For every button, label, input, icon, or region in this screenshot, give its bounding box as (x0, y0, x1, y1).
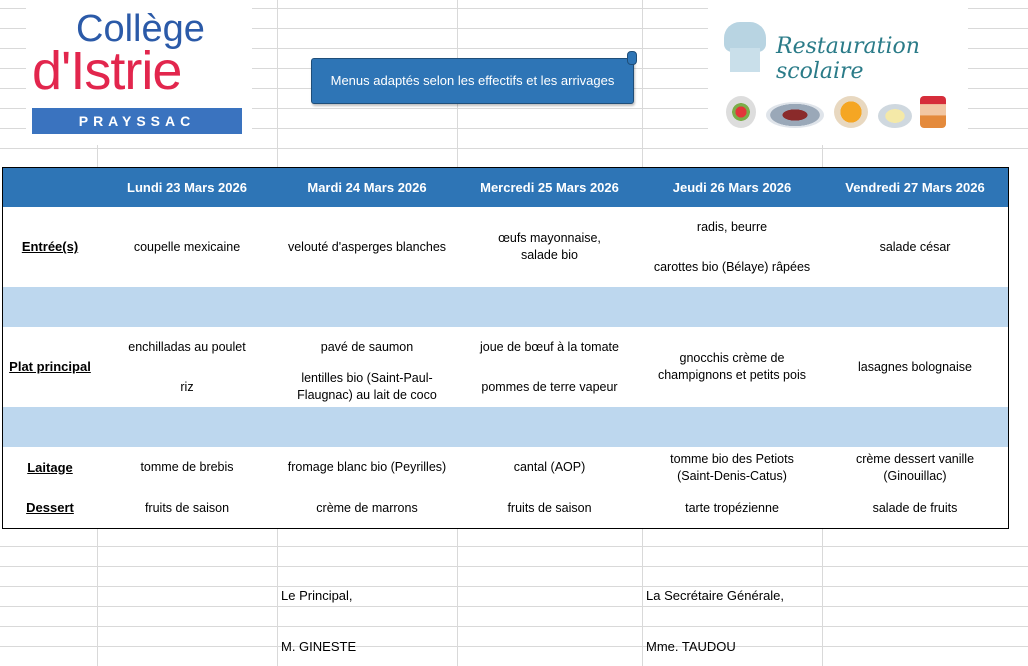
day-header: Mardi 24 Mars 2026 (277, 167, 458, 208)
fish-icon (766, 102, 824, 128)
secretary-name: Mme. TAUDOU (646, 639, 736, 654)
menu-cell: radis, beurre (642, 207, 823, 248)
menu-cell: joue de bœuf à la tomate (457, 327, 643, 368)
chef-hat-base-icon (730, 48, 760, 72)
row-label-plat: Plat principal (2, 327, 98, 408)
college-logo (26, 0, 252, 145)
restaurant-logo (708, 0, 968, 145)
day-header: Vendredi 27 Mars 2026 (822, 167, 1009, 208)
row-label-dessert: Dessert (2, 488, 98, 529)
logo-line1: Collège (76, 8, 205, 50)
day-header: Jeudi 26 Mars 2026 (642, 167, 823, 208)
menu-cell: œufs mayonnaise, salade bio (457, 207, 643, 288)
row-label-laitage: Laitage (2, 447, 98, 489)
secretary-title: La Secrétaire Générale, (646, 588, 785, 603)
separator-row (2, 407, 823, 448)
separator-row (2, 287, 823, 328)
menu-cell: tarte tropézienne (642, 488, 823, 529)
menu-cell: carottes bio (Bélaye) râpées (642, 247, 823, 288)
menu-cell: tomme bio des Petiots (Saint-Denis-Catus) (642, 447, 823, 489)
row-label-entree: Entrée(s) (2, 207, 98, 288)
cake-icon (920, 96, 946, 128)
menu-cell: fromage blanc bio (Peyrilles) (277, 447, 458, 489)
principal-title: Le Principal, (281, 588, 353, 603)
plate-icon (726, 96, 756, 128)
menu-cell: crème dessert vanille (Ginouillac) (822, 447, 1009, 489)
menu-cell: lasagnes bolognaise (822, 327, 1009, 408)
menu-cell: tomme de brebis (97, 447, 278, 489)
separator-row (822, 407, 1009, 448)
menu-cell: coupelle mexicaine (97, 207, 278, 288)
menu-cell: pommes de terre vapeur (457, 367, 643, 408)
menu-cell: velouté d'asperges blanches (277, 207, 458, 288)
menu-cell: lentilles bio (Saint-Paul- Flaugnac) au lait de coco (277, 367, 458, 408)
day-header: Mercredi 25 Mars 2026 (457, 167, 643, 208)
header-corner (2, 167, 98, 208)
cheese-icon (878, 104, 912, 128)
menu-cell: fruits de saison (97, 488, 278, 529)
principal-name: M. GINESTE (281, 639, 357, 654)
menu-cell: pavé de saumon (277, 327, 458, 368)
day-header: Lundi 23 Mars 2026 (97, 167, 278, 208)
menu-cell: salade de fruits (822, 488, 1009, 529)
logo-city: PRAYSSAC (32, 108, 242, 134)
menu-cell: cantal (AOP) (457, 447, 643, 489)
salad-icon (834, 96, 868, 128)
menu-cell: gnocchis crème de champignons et petits pois (642, 327, 823, 408)
info-banner: Menus adaptés selon les effectifs et les arrivages (311, 58, 634, 104)
separator-row (822, 287, 1009, 328)
menu-cell: fruits de saison (457, 488, 643, 529)
restaurant-title: Restauration scolaire (776, 34, 920, 84)
menu-cell: crème de marrons (277, 488, 458, 529)
menu-cell: enchilladas au poulet (97, 327, 278, 368)
menu-cell: riz (97, 367, 278, 408)
menu-cell: salade césar (822, 207, 1009, 288)
logo-line2: d'Istrie (32, 41, 182, 101)
